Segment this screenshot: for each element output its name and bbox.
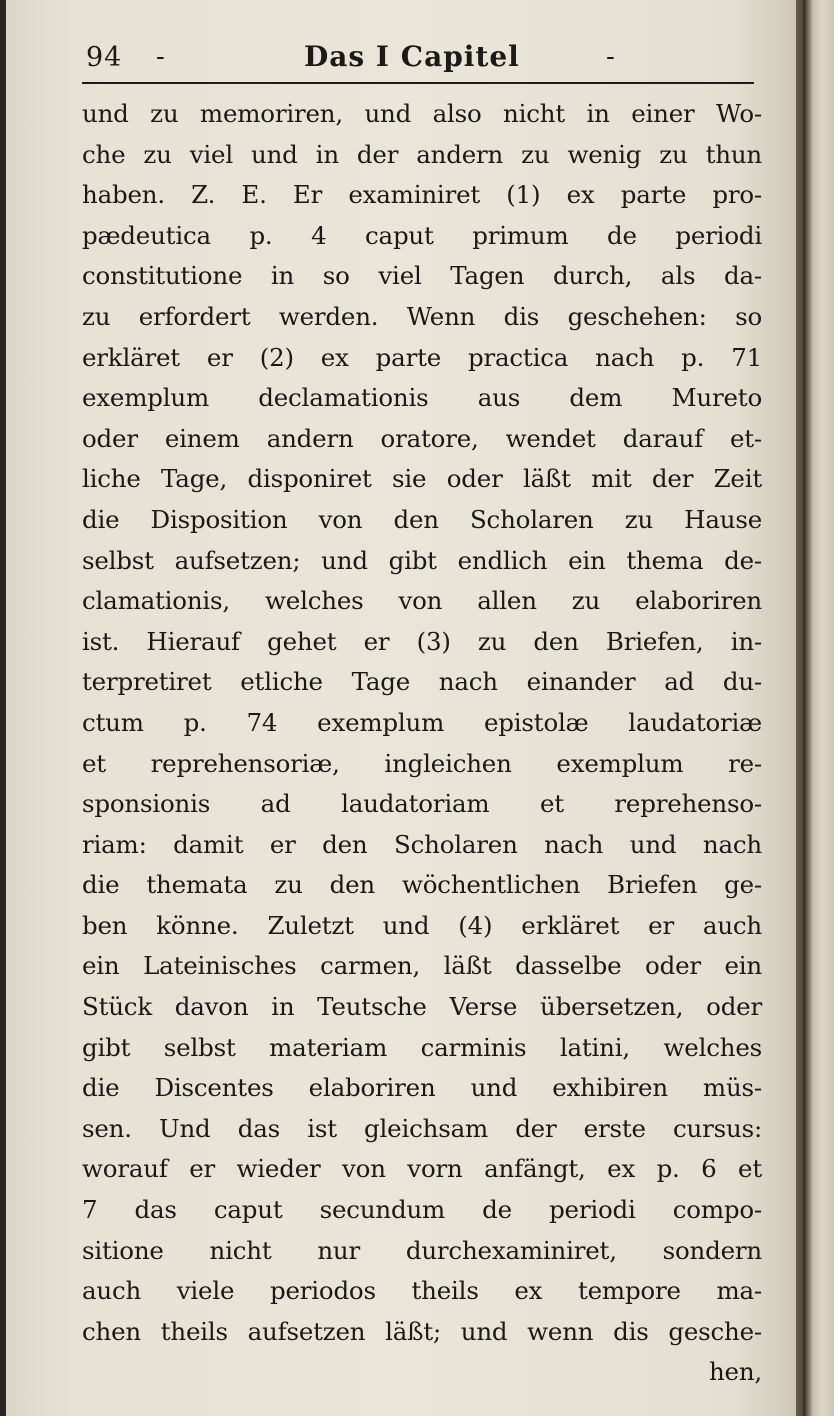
text-line: clamationis, welches von allen zu elaboriren <box>82 586 762 616</box>
text-line: sponsionis ad laudatoriam et reprehenso- <box>82 789 762 819</box>
text-line: die Disposition von den Scholaren zu Hause <box>82 504 762 534</box>
text-body <box>82 94 762 1393</box>
text-line: 7 das caput secundum de periodi compo- <box>82 1195 762 1225</box>
text-line: und zu memoriren, und also nicht in einer Wo- <box>82 99 762 128</box>
text-line: chen theils aufsetzen läßt; und wenn dis gesche- <box>82 1316 762 1346</box>
header-dash-left: - <box>156 42 165 72</box>
text-line: ctum p. 74 exemplum epistolæ laudatoriæ <box>82 707 762 737</box>
binding-edge <box>803 0 834 1416</box>
header-rule <box>82 82 754 84</box>
header-dash-right: - <box>606 42 615 72</box>
text-line: die Discentes elaboriren und exhibiren müs- <box>82 1073 762 1103</box>
text-line: selbst aufsetzen; und gibt endlich ein thema de- <box>82 545 762 575</box>
text-line: haben. Z. E. Er examiniret (1) ex parte pro- <box>82 180 762 210</box>
text-line: auch viele periodos theils ex tempore ma- <box>82 1276 762 1306</box>
text-line: exemplum declamationis aus dem Mureto <box>82 383 762 413</box>
page-number: 94 <box>86 42 123 73</box>
text-line: erkläret er (2) ex parte practica nach p. 71 <box>82 342 762 372</box>
text-line: oder einem andern oratore, wendet darauf et- <box>82 423 762 453</box>
page-header <box>82 40 752 84</box>
text-line: riam: damit er den Scholaren nach und nach <box>82 829 762 859</box>
text-line: gibt selbst materiam carminis latini, welches <box>82 1032 762 1062</box>
text-line: ein Lateinisches carmen, läßt dasselbe oder ein <box>82 951 762 981</box>
text-line: pædeutica p. 4 caput primum de periodi <box>82 220 762 250</box>
text-line: ben könne. Zuletzt und (4) erkläret er auch <box>82 910 762 940</box>
text-line: Stück davon in Teutsche Verse übersetzen, oder <box>82 992 762 1022</box>
text-line: worauf er wieder von vorn anfängt, ex p. 6 et <box>82 1154 762 1184</box>
text-line: sitione nicht nur durchexaminiret, sondern <box>82 1235 762 1265</box>
text-line: zu erfordert werden. Wenn dis geschehen: so <box>82 301 762 331</box>
text-line: ist. Hierauf gehet er (3) zu den Briefen, in- <box>82 626 762 656</box>
text-line: sen. Und das ist gleichsam der erste cursus: <box>82 1113 762 1143</box>
text-line-catchword: hen, <box>708 1357 762 1387</box>
text-line: constitutione in so viel Tagen durch, als da- <box>82 261 762 291</box>
text-line: che zu viel und in der andern zu wenig zu thun <box>82 139 762 169</box>
text-line: liche Tage, disponiret sie oder läßt mit der Zeit <box>82 464 762 494</box>
text-line: et reprehensoriæ, ingleichen exemplum re- <box>82 748 762 778</box>
running-head: Das I Capitel <box>304 40 520 73</box>
text-line: die themata zu den wöchentlichen Briefen ge- <box>82 870 762 900</box>
text-line: terpretiret etliche Tage nach einander ad du- <box>82 667 762 697</box>
